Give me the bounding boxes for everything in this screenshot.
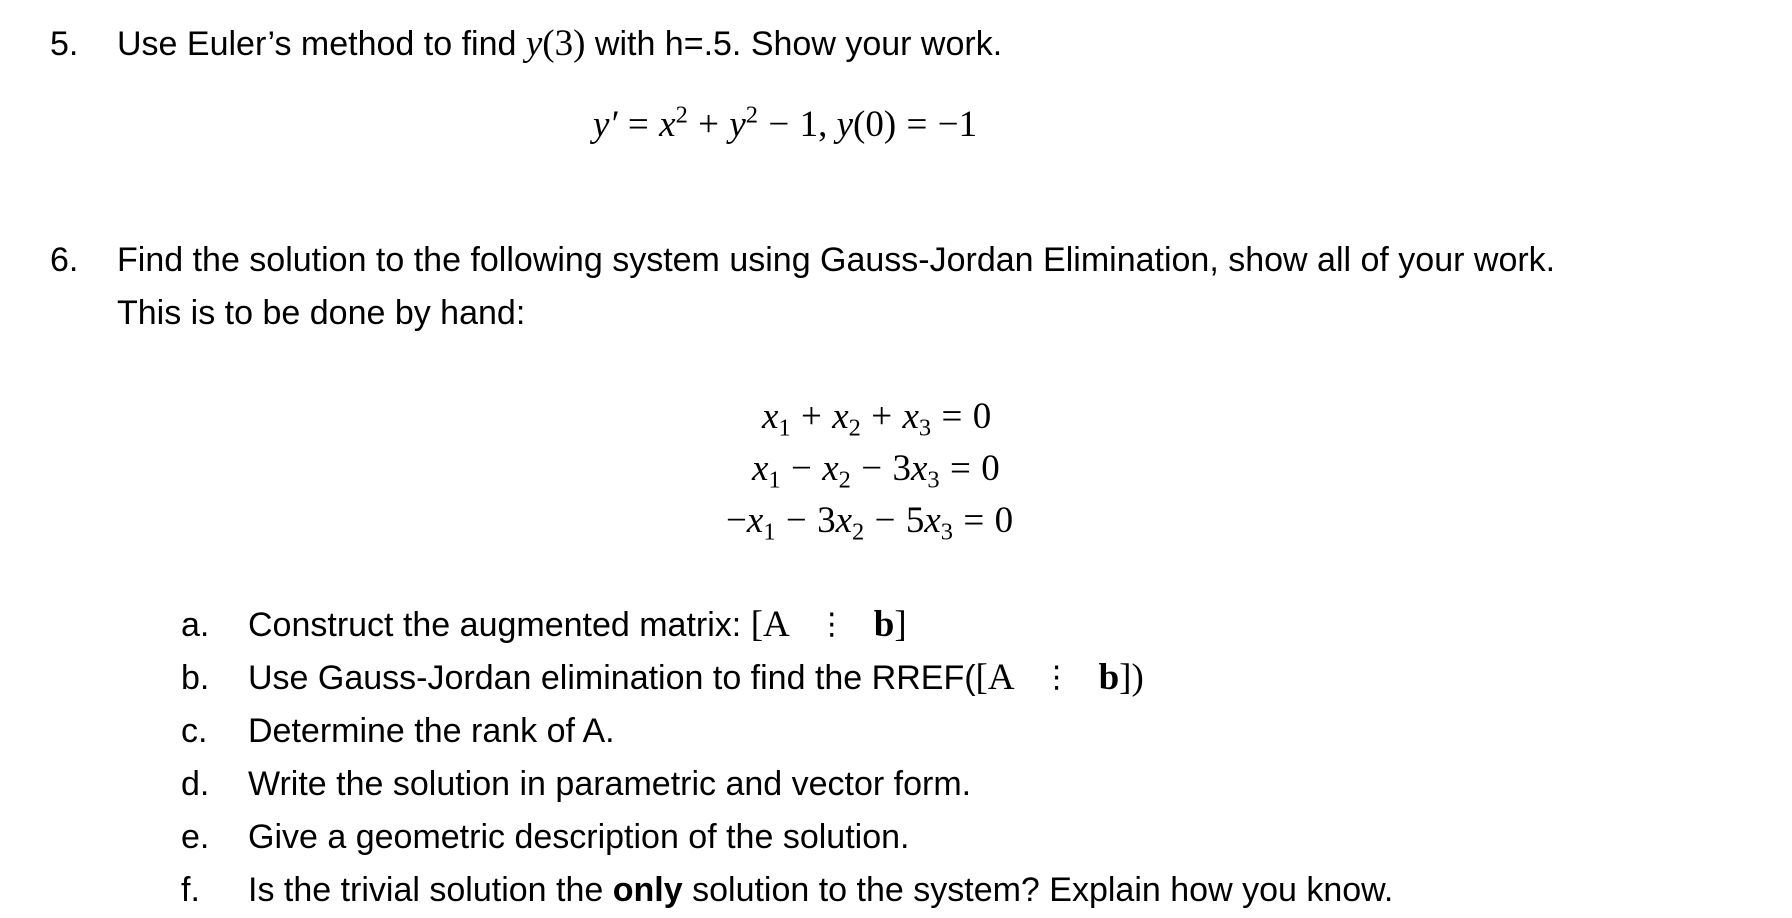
system-equation-2: $x_1 - x_2 - 3x_3 = 0$ bbox=[752, 448, 1000, 494]
item-d-letter: d. bbox=[181, 765, 210, 803]
problem-5-text-after: with h=.5. Show your work. bbox=[585, 25, 1003, 63]
problem-5-y-var: y(3) bbox=[525, 23, 586, 64]
problem-5-prompt bbox=[117, 24, 1002, 64]
problem-6-line-1: Find the solution to the following system using Gauss-Jordan Elimination, show all of your work. bbox=[117, 241, 1556, 279]
problem-5-text-before: Use Euler’s method to find bbox=[117, 25, 526, 63]
emphasis-only: only bbox=[612, 871, 683, 909]
item-c-letter: c. bbox=[181, 712, 208, 750]
problem-5-number: 5. bbox=[50, 25, 79, 63]
item-b-text: Use Gauss-Jordan elimination to find the RREF([A ⋮ b]) bbox=[248, 657, 1144, 698]
problem-6-number: 6. bbox=[50, 241, 79, 279]
item-a-letter: a. bbox=[181, 606, 210, 644]
item-d-text: Write the solution in parametric and vector form. bbox=[248, 765, 972, 803]
problem-6-line-2: This is to be done by hand: bbox=[117, 294, 526, 332]
item-f-text: Is the trivial solution the only solution to the system? Explain how you know. bbox=[248, 871, 1394, 909]
item-e-text: Give a geometric description of the solution. bbox=[248, 818, 910, 856]
system-equation-3: $-x_1 - 3x_2 - 5x_3 = 0$ bbox=[726, 500, 1014, 546]
item-f-letter: f. bbox=[181, 871, 200, 909]
item-c-text: Determine the rank of A. bbox=[248, 712, 615, 750]
item-a-text: Construct the augmented matrix: [A ⋮ b] bbox=[248, 604, 907, 645]
item-e-letter: e. bbox=[181, 818, 210, 856]
system-equation-1: $x_1 + x_2 + x_3 = 0$ bbox=[762, 396, 992, 442]
augmented-matrix-notation: [A ⋮ b] bbox=[750, 604, 907, 645]
item-b-letter: b. bbox=[181, 659, 210, 697]
problem-5-equation: $y' = x^2 + y^2 - 1$, y(0) = −1 bbox=[593, 101, 978, 145]
rref-matrix-notation: [A ⋮ b]) bbox=[975, 657, 1144, 698]
